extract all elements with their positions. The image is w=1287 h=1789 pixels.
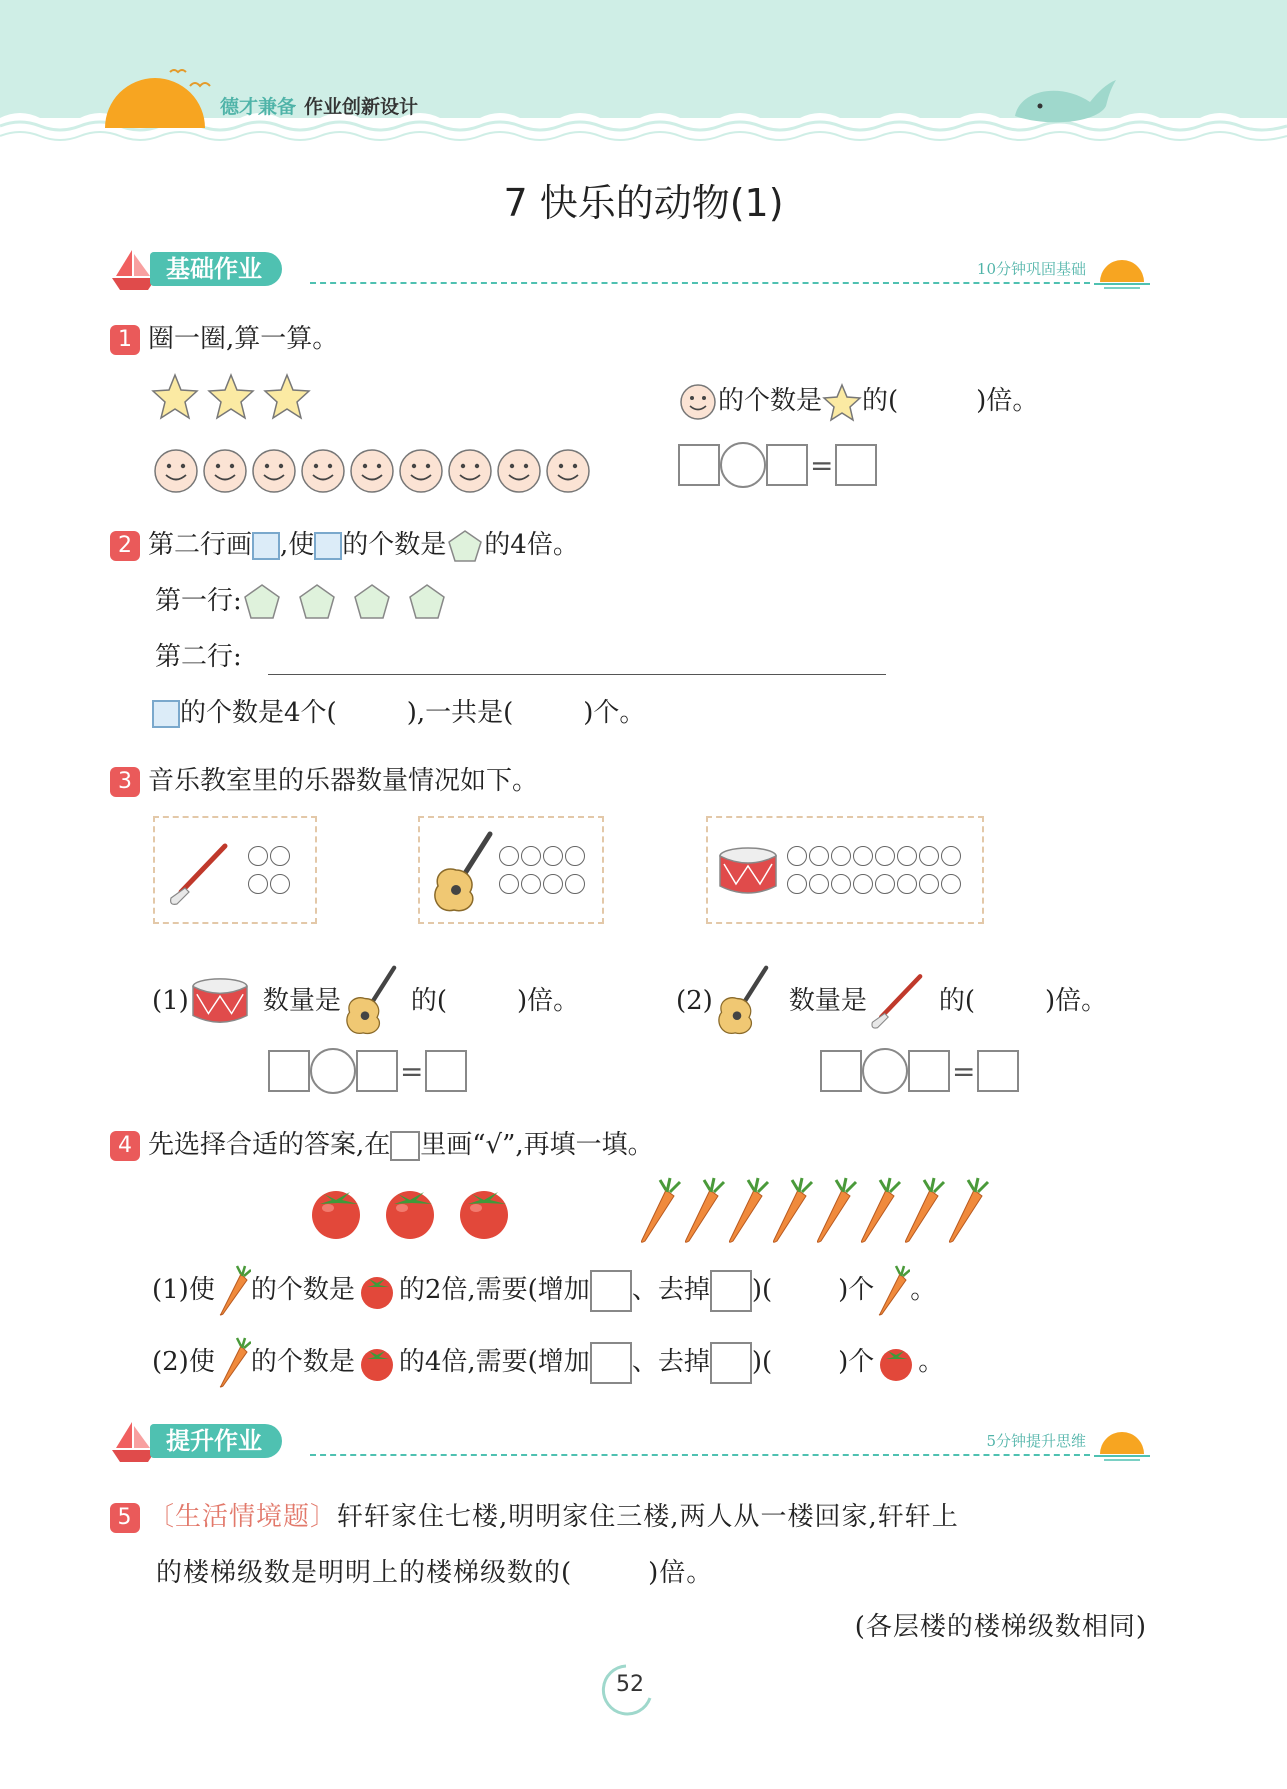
q4-p2-a: (2)使 (152, 1347, 215, 1377)
q1-sentence (678, 380, 1038, 422)
carrot-icon (905, 1178, 944, 1242)
q4-part1 (152, 1264, 936, 1318)
q4-p2-e: )( (751, 1347, 773, 1377)
q3-p2-end-a: 的( (938, 986, 976, 1016)
q5-line1-text: 轩轩家住七楼,明明家住三楼,两人从一楼回家,轩轩上 (337, 1502, 959, 1532)
smiley-icon[interactable] (204, 450, 246, 492)
drum-icon (189, 975, 251, 1029)
brand (220, 92, 418, 119)
q2-prompt-a: 第二行画 (148, 530, 253, 560)
smiley-icon[interactable] (400, 450, 442, 492)
carrot-icon (949, 1178, 988, 1242)
result-box[interactable] (425, 1050, 467, 1092)
equation-box[interactable] (356, 1050, 398, 1092)
q1-sentence-b: 的( (862, 386, 899, 416)
q2-row1 (155, 580, 452, 622)
drum-icon (716, 844, 780, 900)
carrot-icon (861, 1178, 900, 1242)
q5-note-text: (各层楼的楼梯级数相同) (854, 1612, 1147, 1642)
carrot-icon (729, 1178, 768, 1242)
smiley-icon[interactable] (547, 450, 589, 492)
q3-prompt (110, 760, 538, 797)
clarinet-count-circles (247, 844, 307, 900)
smiley-icon[interactable] (253, 450, 295, 492)
smiley-icon[interactable] (302, 450, 344, 492)
equation-box[interactable] (268, 1050, 310, 1092)
q4-p2-g: 。 (918, 1347, 945, 1377)
sunset-icon (1094, 256, 1150, 290)
carrot-icon (215, 1336, 251, 1390)
clarinet-icon (165, 840, 235, 910)
q4-p1-f: )个 (838, 1275, 875, 1305)
brand-part1: 德才兼备 (220, 96, 297, 118)
equals-sign: = (400, 1054, 424, 1088)
question-number: 3 (110, 767, 140, 797)
carrot-icon (874, 1264, 910, 1318)
q3-prompt-text: 音乐教室里的乐器数量情况如下。 (148, 766, 539, 796)
tomato-icon (355, 1271, 399, 1311)
q2-fill-b: ),一共是( (406, 698, 514, 728)
operator-circle[interactable] (310, 1048, 356, 1094)
bird-icon (188, 78, 218, 92)
q3-p1-end-b: )倍。 (517, 986, 580, 1016)
q1-stars (150, 372, 320, 422)
square-icon (314, 532, 342, 560)
result-box[interactable] (835, 444, 877, 486)
q3-equation-2 (820, 1048, 1019, 1094)
row1-label: 第一行: (155, 586, 242, 616)
carrot-icon (685, 1178, 724, 1242)
whale-icon (1010, 72, 1120, 128)
q1-sentence-a: 的个数是 (718, 386, 823, 416)
checkbox-icon (390, 1131, 420, 1161)
sun-icon (100, 60, 210, 132)
pentagon-icon (245, 585, 279, 618)
smiley-icon[interactable] (498, 450, 540, 492)
q1-prompt-text: 圈一圈,算一算。 (148, 324, 339, 354)
q4-p1-e: )( (751, 1275, 773, 1305)
q5-line1 (110, 1496, 959, 1533)
q5-line2 (156, 1552, 713, 1589)
brand-part2: 作业创新设计 (304, 96, 419, 118)
q2-fill (152, 692, 645, 729)
q4-prompt-a: 先选择合适的答案,在 (148, 1130, 391, 1160)
question-number: 4 (110, 1131, 140, 1161)
row2-drawing-line[interactable] (268, 674, 886, 675)
q3-p1-end-a: 的( (410, 986, 448, 1016)
guitar-count-circles (498, 844, 598, 900)
q2-fill-c: )个。 (583, 698, 646, 728)
smiley-icon[interactable] (449, 450, 491, 492)
q4-prompt (110, 1124, 654, 1161)
q2-prompt-b: ,使 (280, 530, 315, 560)
question-number: 2 (110, 531, 140, 561)
section-note: 5分钟提升思维 (986, 1432, 1086, 1450)
q3-p2-mid: 数量是 (788, 986, 867, 1016)
tomato-icon (460, 1191, 508, 1239)
q4-p1-c: 的2倍,需要(增加 (398, 1275, 590, 1305)
divider (310, 1454, 1090, 1456)
q4-prompt-b: 里画“√”,再填一填。 (420, 1130, 654, 1160)
clarinet-panel (153, 816, 317, 924)
operator-circle[interactable] (862, 1048, 908, 1094)
q3-part1 (152, 964, 579, 1040)
guitar-icon (713, 964, 773, 1040)
carrot-icon (641, 1178, 680, 1242)
sunset-icon (1094, 1428, 1150, 1462)
smiley-icon[interactable] (351, 450, 393, 492)
q5-line2-a: 的楼梯级数是明明上的楼梯级数的( (156, 1558, 573, 1588)
tomato-icon (355, 1343, 399, 1383)
q4-p1-b: 的个数是 (250, 1275, 355, 1305)
pentagon-icon (300, 585, 334, 618)
pentagon-icon (410, 585, 444, 618)
guitar-icon (428, 830, 498, 918)
page-number: 52 (616, 1672, 644, 1697)
equals-sign: = (810, 448, 834, 482)
q5-line2-b: )倍。 (648, 1558, 714, 1588)
drum-panel (706, 816, 984, 924)
q4-p2-f: )个 (838, 1347, 875, 1377)
q1-faces (152, 446, 596, 496)
q3-p1-mid: 数量是 (262, 986, 341, 1016)
pentagon-row (242, 582, 452, 622)
star-icon (822, 382, 862, 422)
q4-p2-b: 的个数是 (250, 1347, 355, 1377)
equation-box[interactable] (820, 1050, 862, 1092)
q4-p1-d: 、去掉 (631, 1275, 710, 1305)
q3-equation-1 (268, 1048, 467, 1094)
carrot-icon (773, 1178, 812, 1242)
equals-sign: = (952, 1054, 976, 1088)
guitar-panel (418, 816, 604, 924)
smiley-icon (678, 382, 718, 422)
q2-prompt-c: 的个数是 (342, 530, 447, 560)
q5-note (855, 1606, 1147, 1643)
clarinet-icon (867, 971, 929, 1033)
star-icon (153, 375, 197, 418)
q1-prompt (110, 318, 338, 355)
q4-p1-g: 。 (910, 1275, 937, 1305)
pentagon-icon (355, 585, 389, 618)
remove-checkbox[interactable] (710, 1342, 752, 1384)
tomato-icon (874, 1343, 918, 1383)
star-icon (209, 375, 253, 418)
q4-p2-d: 、去掉 (631, 1347, 710, 1377)
result-box[interactable] (977, 1050, 1019, 1092)
increase-checkbox[interactable] (590, 1342, 632, 1384)
carrot-icon (817, 1178, 856, 1242)
q3-p2-end-b: )倍。 (1045, 986, 1108, 1016)
q2-prompt (110, 524, 579, 564)
equation-box[interactable] (678, 444, 720, 486)
square-icon (252, 532, 280, 560)
q1-equation (678, 442, 877, 488)
carrot-icon (215, 1264, 251, 1318)
question-number: 1 (110, 325, 140, 355)
tomato-row (308, 1182, 528, 1242)
context-tag: 〔生活情境题〕 (148, 1502, 338, 1532)
tomato-icon (386, 1191, 434, 1239)
row2-label: 第二行: (155, 642, 242, 672)
section-label: 提升作业 (150, 1424, 282, 1458)
carrot-row (632, 1176, 992, 1246)
part-label: (1) (152, 986, 189, 1016)
pentagon-icon (446, 528, 484, 564)
section-note: 10分钟巩固基础 (976, 260, 1086, 278)
q3-part2 (676, 964, 1107, 1040)
page-title: 7 快乐的动物(1) (503, 181, 784, 225)
square-icon (152, 700, 180, 728)
q2-prompt-d: 的4倍。 (484, 530, 579, 560)
equation-box[interactable] (908, 1050, 950, 1092)
guitar-icon (341, 964, 401, 1040)
q4-p1-a: (1)使 (152, 1275, 215, 1305)
question-number: 5 (110, 1503, 140, 1533)
increase-checkbox[interactable] (590, 1270, 632, 1312)
operator-circle[interactable] (720, 442, 766, 488)
divider (310, 282, 1090, 284)
smiley-icon[interactable] (155, 450, 197, 492)
section-label: 基础作业 (150, 252, 282, 286)
tomato-icon (312, 1191, 360, 1239)
q4-part2 (152, 1336, 944, 1390)
star-icon (265, 375, 309, 418)
drum-count-circles (786, 844, 982, 900)
q2-fill-a: 的个数是4个( (180, 698, 337, 728)
q1-sentence-c: )倍。 (976, 386, 1039, 416)
equation-box[interactable] (766, 444, 808, 486)
remove-checkbox[interactable] (710, 1270, 752, 1312)
q2-row2 (155, 636, 242, 673)
section-header-basic (110, 248, 1150, 292)
part-label: (2) (676, 986, 713, 1016)
q4-p2-c: 的4倍,需要(增加 (398, 1347, 590, 1377)
section-header-advanced (110, 1420, 1150, 1464)
